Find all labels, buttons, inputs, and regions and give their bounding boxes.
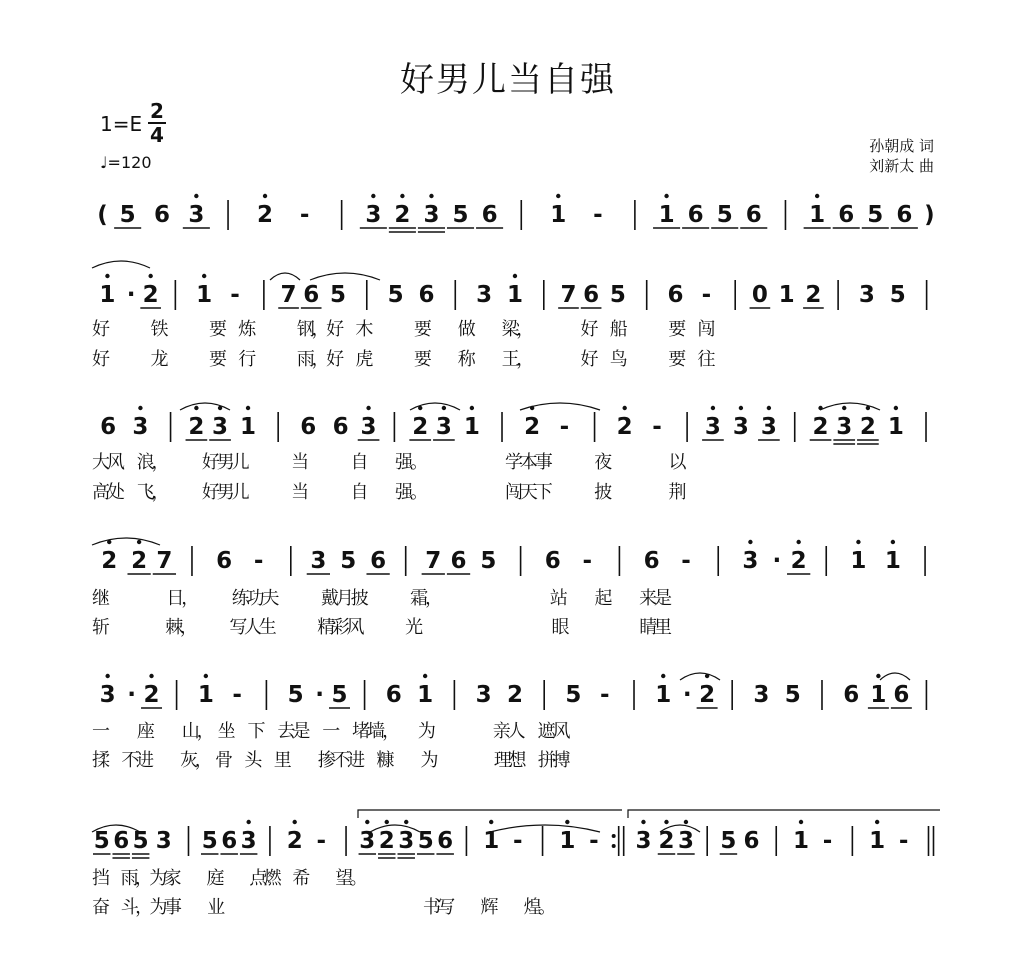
note: 6: [370, 548, 387, 574]
note: 6: [838, 202, 855, 228]
note: 3: [836, 414, 853, 440]
octave-dot: [664, 820, 668, 824]
note: 3: [753, 682, 770, 708]
octave-dot: [876, 674, 880, 678]
octave-dot: [894, 406, 898, 410]
note: 5: [480, 548, 497, 574]
note: 0: [751, 282, 768, 308]
note: -: [599, 682, 610, 708]
octave-dot: [105, 274, 109, 278]
note: 2: [524, 414, 541, 440]
lyric-line-1: 好 铁 要 炼 钢，好 木 要 做 梁， 好 船 要 闯: [92, 319, 716, 340]
octave-dot: [246, 406, 250, 410]
note: 3: [704, 414, 721, 440]
note: ·: [126, 282, 136, 308]
note: -: [681, 548, 691, 574]
repeat-dot: [612, 834, 616, 838]
note: ): [924, 202, 935, 228]
note: 6: [153, 202, 171, 228]
note: -: [822, 828, 833, 854]
note: -: [898, 828, 909, 854]
note: 5: [132, 828, 149, 854]
note: 3: [732, 414, 749, 440]
note: -: [253, 548, 264, 574]
octave-dot: [470, 406, 474, 410]
note: 6: [896, 202, 913, 228]
octave-dot: [194, 194, 198, 198]
note: 6: [437, 828, 454, 854]
octave-dot: [246, 820, 250, 824]
note: 2: [188, 414, 205, 440]
note: 6: [300, 414, 317, 440]
octave-dot: [429, 194, 433, 198]
octave-dot: [796, 540, 800, 544]
slur-arc: [92, 538, 160, 545]
note: 2: [658, 828, 675, 854]
octave-dot: [137, 540, 141, 544]
octave-dot: [842, 406, 846, 410]
note: -: [593, 202, 603, 228]
note: 6: [385, 682, 402, 708]
note: ·: [127, 682, 137, 708]
note: 5: [720, 828, 737, 854]
note: 1: [506, 282, 523, 308]
lyric-line-2: 好 龙 要 行 雨，好 虎 要 称 王， 好 鸟 要 往: [92, 349, 716, 370]
note: -: [701, 282, 712, 308]
note: 1: [850, 548, 867, 574]
note: 2: [805, 282, 822, 308]
note: 3: [435, 414, 452, 440]
octave-dot: [875, 820, 879, 824]
note: 1: [778, 282, 795, 308]
note: 2: [699, 682, 716, 708]
song-title: 好男儿当自强: [400, 60, 616, 100]
note: 3: [677, 828, 694, 854]
note: -: [230, 282, 240, 308]
note: 1: [793, 828, 810, 854]
note: 6: [643, 548, 660, 574]
note: 3: [475, 682, 492, 708]
note: 3: [360, 414, 377, 440]
note: 3: [398, 828, 415, 854]
octave-dot: [194, 406, 198, 410]
octave-dot: [767, 406, 771, 410]
note: -: [652, 414, 662, 440]
note: 3: [188, 202, 205, 228]
octave-dot: [556, 194, 560, 198]
octave-dot: [815, 194, 819, 198]
volta-bracket-2: [628, 810, 940, 818]
slur-arc: [180, 403, 230, 410]
note: (: [97, 202, 108, 228]
note: 1: [559, 828, 576, 854]
note: 1: [417, 682, 434, 708]
octave-dot: [105, 674, 109, 678]
slur-arc: [310, 273, 380, 280]
octave-dot: [202, 274, 206, 278]
lyric-line-2: 高处 飞， 好男儿 当 自 强。 闯天下 披 荆: [92, 482, 687, 503]
note: 3: [858, 282, 875, 308]
octave-dot: [739, 406, 743, 410]
note: 1: [99, 282, 116, 308]
octave-dot: [513, 274, 517, 278]
note: 1: [869, 828, 886, 854]
note: 2: [790, 548, 807, 574]
note: 3: [742, 548, 759, 574]
note: 6: [583, 282, 600, 308]
note: 3: [423, 202, 440, 228]
note: 3: [310, 548, 327, 574]
note: 2: [143, 682, 160, 708]
note: 1: [658, 202, 675, 228]
note: 6: [216, 548, 233, 574]
octave-dot: [149, 674, 153, 678]
lyricist-credit: 孙朝成 词: [869, 137, 934, 155]
octave-dot: [204, 674, 208, 678]
note: 3: [99, 682, 116, 708]
note: 2: [412, 414, 429, 440]
note: 6: [100, 414, 117, 440]
octave-dot: [371, 194, 375, 198]
slur-arc: [490, 825, 600, 832]
note: 1: [197, 682, 214, 708]
note: 1: [463, 414, 480, 440]
note: 6: [450, 548, 467, 574]
octave-dot: [489, 820, 493, 824]
octave-dot: [891, 540, 895, 544]
octave-dot: [565, 820, 569, 824]
octave-dot: [293, 820, 297, 824]
note: 2: [142, 282, 159, 308]
note: 3: [132, 414, 149, 440]
note: -: [559, 414, 570, 440]
note: 7: [560, 282, 577, 308]
note: -: [232, 682, 242, 708]
octave-dot: [799, 820, 803, 824]
note: 2: [859, 414, 876, 440]
note: 2: [394, 202, 411, 228]
note: 5: [784, 682, 801, 708]
note: 1: [240, 414, 257, 440]
note: 5: [329, 282, 346, 308]
note: ·: [682, 682, 692, 708]
note: 5: [287, 682, 304, 708]
octave-dot: [400, 194, 404, 198]
note: 6: [745, 202, 762, 228]
note: 1: [196, 282, 213, 308]
note: 3: [635, 828, 652, 854]
note: 1: [887, 414, 904, 440]
note: 7: [280, 282, 297, 308]
slur-arc: [880, 673, 910, 680]
note: 7: [425, 548, 442, 574]
slur-arc: [270, 273, 300, 280]
lyric-line-1: 大风 浪， 好男儿 当 自 强。 学本事 夜 以: [92, 452, 687, 473]
note: 5: [417, 828, 434, 854]
octave-dot: [365, 820, 369, 824]
note: 5: [387, 282, 404, 308]
note: ·: [772, 548, 782, 574]
time-signature-bottom: 4: [148, 122, 166, 146]
note: 5: [452, 202, 469, 228]
note: 3: [240, 828, 257, 854]
note: 6: [113, 828, 130, 854]
note: 3: [476, 282, 493, 308]
octave-dot: [748, 540, 752, 544]
note: 5: [889, 282, 906, 308]
note: 2: [131, 548, 148, 574]
octave-dot: [263, 194, 267, 198]
note: 5: [565, 682, 582, 708]
note: 6: [667, 282, 684, 308]
composer-credit: 刘新太 曲: [869, 157, 934, 175]
note: -: [299, 202, 310, 228]
note: 1: [809, 202, 826, 228]
octave-dot: [366, 406, 370, 410]
octave-dot: [442, 406, 446, 410]
note: 5: [93, 828, 110, 854]
lyric-line-2: 奋 斗，为事 业 书写 辉 煌。: [92, 897, 557, 918]
note: 5: [119, 202, 136, 228]
note: 6: [843, 682, 860, 708]
key-signature: 1=E: [100, 112, 143, 136]
note: 1: [884, 548, 901, 574]
note: 3: [212, 414, 229, 440]
note: -: [316, 828, 327, 854]
volta-bracket-1: [358, 810, 622, 818]
slur-arc: [92, 261, 150, 268]
note: 6: [544, 548, 561, 574]
octave-dot: [622, 406, 626, 410]
repeat-dot: [612, 844, 616, 848]
note: 2: [101, 548, 118, 574]
quarter-note-icon: ♩: [100, 153, 108, 172]
note: 7: [156, 548, 173, 574]
note: 5: [867, 202, 884, 228]
tempo-value: =120: [107, 153, 152, 172]
slur-arc: [410, 403, 460, 410]
note: 1: [655, 682, 672, 708]
note: 5: [609, 282, 626, 308]
time-signature-top: 2: [150, 99, 164, 123]
note: 3: [155, 828, 172, 854]
note: 5: [201, 828, 218, 854]
octave-dot: [138, 406, 142, 410]
note: -: [582, 548, 593, 574]
note: 6: [481, 202, 498, 228]
octave-dot: [423, 674, 427, 678]
slur-arc: [680, 673, 720, 680]
lyric-line-2: 斩 棘， 写人生 精彩风 光 眼 睛里: [92, 617, 672, 638]
octave-dot: [664, 194, 668, 198]
note: 5: [716, 202, 733, 228]
note: 1: [483, 828, 500, 854]
note: 3: [365, 202, 382, 228]
note: 6: [418, 282, 435, 308]
note: 6: [332, 414, 349, 440]
note: 2: [506, 682, 523, 708]
note: 6: [687, 202, 704, 228]
note: -: [512, 828, 523, 854]
note: 6: [303, 282, 320, 308]
note: 6: [743, 828, 760, 854]
lyric-line-1: 继 日， 练功夫 戴月披 霜， 站 起 来是: [92, 588, 672, 609]
octave-dot: [661, 674, 665, 678]
note: 2: [257, 202, 274, 228]
note: 2: [616, 414, 633, 440]
slur-arc: [820, 403, 880, 410]
note: 1: [550, 202, 567, 228]
octave-dot: [148, 274, 152, 278]
octave-dot: [641, 820, 645, 824]
note: 2: [286, 828, 303, 854]
octave-dot: [385, 820, 389, 824]
note: 3: [359, 828, 376, 854]
note: 5: [340, 548, 357, 574]
note: ·: [315, 682, 325, 708]
note: 2: [812, 414, 829, 440]
note: -: [589, 828, 599, 854]
note: 1: [870, 682, 887, 708]
octave-dot: [404, 820, 408, 824]
octave-dot: [684, 820, 688, 824]
note: 3: [760, 414, 777, 440]
note: 2: [378, 828, 395, 854]
lyric-line-1: 挡 雨，为家 庭 点燃 希 望。: [92, 868, 368, 889]
lyric-line-1: 一 座 山， 坐 下 去是 一 堵墙， 为 亲人 遮风: [92, 721, 571, 742]
note: 6: [221, 828, 238, 854]
lyric-line-2: 揉 不进 灰， 骨 头 里 掺不进 糠 为 理想 拼搏: [92, 750, 571, 771]
octave-dot: [711, 406, 715, 410]
note: 5: [331, 682, 348, 708]
note: 6: [893, 682, 910, 708]
octave-dot: [856, 540, 860, 544]
